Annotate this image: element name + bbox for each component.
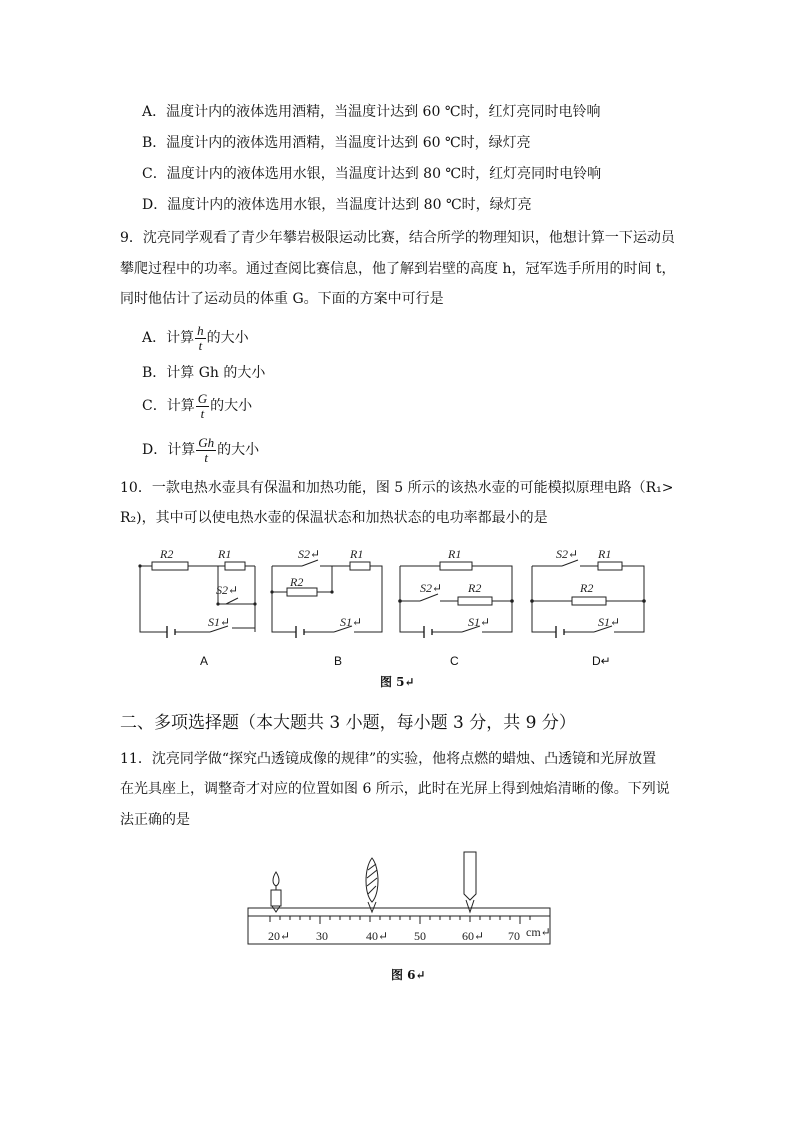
q9-option-a <box>142 319 249 357</box>
q8-option-a: A．温度计内的液体选用酒精，当温度计达到 60 ℃时，红灯亮同时电铃响 <box>142 104 601 120</box>
q8-option-c: C．温度计内的液体选用水银，当温度计达到 80 ℃时，红灯亮同时电铃响 <box>142 166 602 182</box>
label-s2: S2↵ <box>216 583 239 597</box>
q9-option-a-suffix: 的大小 <box>206 330 249 346</box>
label-r2: R2 <box>160 547 174 561</box>
circuit-label-a: A <box>200 654 209 668</box>
figure6-optical-bench <box>240 850 560 950</box>
label-r1: R1 <box>598 547 612 561</box>
fraction-g-over-t <box>196 392 209 421</box>
unit-label-cm: cm↵ <box>526 925 551 939</box>
resistor-r1 <box>598 562 622 570</box>
q9-option-a-prefix: A．计算 <box>142 330 195 346</box>
bench-rail <box>248 908 550 916</box>
resistor-r2 <box>458 597 492 605</box>
tick-label-30: 30 <box>316 929 328 943</box>
q9-stem-line1: 9．沈亮同学观看了青少年攀岩极限运动比赛，结合所学的物理知识，他想计算一下运动员 <box>120 230 675 246</box>
label-s1: S1↵ <box>340 615 363 629</box>
figure6-caption: 图 6↵ <box>391 968 426 982</box>
fraction-gh-over-t <box>196 436 216 465</box>
fraction-h-over-t <box>195 324 206 353</box>
tick-label-50: 50 <box>414 929 426 943</box>
figure5-caption: 图 5↵ <box>380 675 415 689</box>
q9-option-c-suffix: 的大小 <box>210 398 253 414</box>
label-r2: R2 <box>468 581 482 595</box>
label-s2: S2↵ <box>420 581 443 595</box>
q9-option-c <box>142 387 252 425</box>
resistor-r2 <box>152 562 188 570</box>
circuit-c <box>400 562 512 638</box>
fraction-denominator: t <box>204 449 208 465</box>
circuit-a <box>140 562 255 638</box>
q9-option-b: B．计算 Gh 的大小 <box>142 365 266 381</box>
q9-stem-line3: 同时他估计了运动员的体重 G。下面的方案中可行是 <box>120 291 444 307</box>
q9-stem-line2: 攀爬过程中的功率。通过查阅比赛信息，他了解到岩壁的高度 h，冠军选手所用的时间 t， <box>120 261 676 277</box>
bench-scale <box>248 916 550 944</box>
q11-stem-line2: 在光具座上，调整奇才对应的位置如图 6 所示，此时在光屏上得到烛焰清晰的像。下列说 <box>120 781 670 797</box>
section-2-heading: 二、多项选择题（本大题共 3 小题，每小题 3 分，共 9 分） <box>120 713 576 733</box>
tick-label-40: 40↵ <box>366 929 389 943</box>
label-r1: R1 <box>350 547 364 561</box>
fraction-numerator: G <box>197 390 208 406</box>
figure5-circuits <box>130 546 660 646</box>
resistor-r1 <box>225 562 245 570</box>
fraction-numerator: Gh <box>198 434 215 450</box>
resistor-r2 <box>287 588 317 596</box>
light-screen-icon <box>464 852 476 912</box>
fraction-denominator: t <box>198 337 203 353</box>
q9-option-c-prefix: C．计算 <box>142 398 195 414</box>
label-r1: R1 <box>218 547 232 561</box>
q8-option-b: B．温度计内的液体选用酒精，当温度计达到 60 ℃时，绿灯亮 <box>142 135 531 151</box>
tick-label-60: 60↵ <box>462 929 485 943</box>
label-r2: R2 <box>580 581 594 595</box>
tick-label-70: 70 <box>508 929 520 943</box>
q9-option-d-suffix: 的大小 <box>217 442 260 458</box>
circuit-d <box>532 560 644 638</box>
tick-label-20: 20↵ <box>268 929 291 943</box>
circuit-label-d: D↵ <box>592 654 611 668</box>
resistor-r1 <box>440 562 472 570</box>
circuit-label-b: B <box>334 654 343 668</box>
resistor-r2 <box>572 597 606 605</box>
candle-icon <box>271 872 281 912</box>
label-s2: S2↵ <box>298 547 321 561</box>
q11-stem-line3: 法正确的是 <box>120 812 190 828</box>
q10-stem-line1: 10．一款电热水壶具有保温和加热功能，图 5 所示的该热水壶的可能模拟原理电路（R₁> <box>120 480 674 496</box>
label-s1: S1↵ <box>598 615 621 629</box>
convex-lens-icon <box>366 858 378 912</box>
q9-option-d-prefix: D．计算 <box>142 442 196 458</box>
circuit-b <box>272 560 382 638</box>
resistor-r1 <box>350 562 370 570</box>
label-r1: R1 <box>448 547 462 561</box>
q11-stem-line1: 11．沈亮同学做“探究凸透镜成像的规律”的实验，他将点燃的蜡烛、凸透镜和光屏放置 <box>120 751 657 767</box>
fraction-numerator: h <box>197 322 204 338</box>
fraction-denominator: t <box>200 405 205 421</box>
q9-option-d <box>142 431 259 469</box>
label-s2: S2↵ <box>556 547 579 561</box>
label-r2: R2 <box>290 575 304 589</box>
q8-option-d: D．温度计内的液体选用水银，当温度计达到 80 ℃时，绿灯亮 <box>142 197 532 213</box>
q10-stem-line2: R₂)，其中可以使电热水壶的保温状态和加热状态的电功率都最小的是 <box>120 510 548 526</box>
circuit-label-c: C <box>450 654 459 668</box>
label-s1: S1↵ <box>468 615 491 629</box>
label-s1: S1↵ <box>208 615 231 629</box>
